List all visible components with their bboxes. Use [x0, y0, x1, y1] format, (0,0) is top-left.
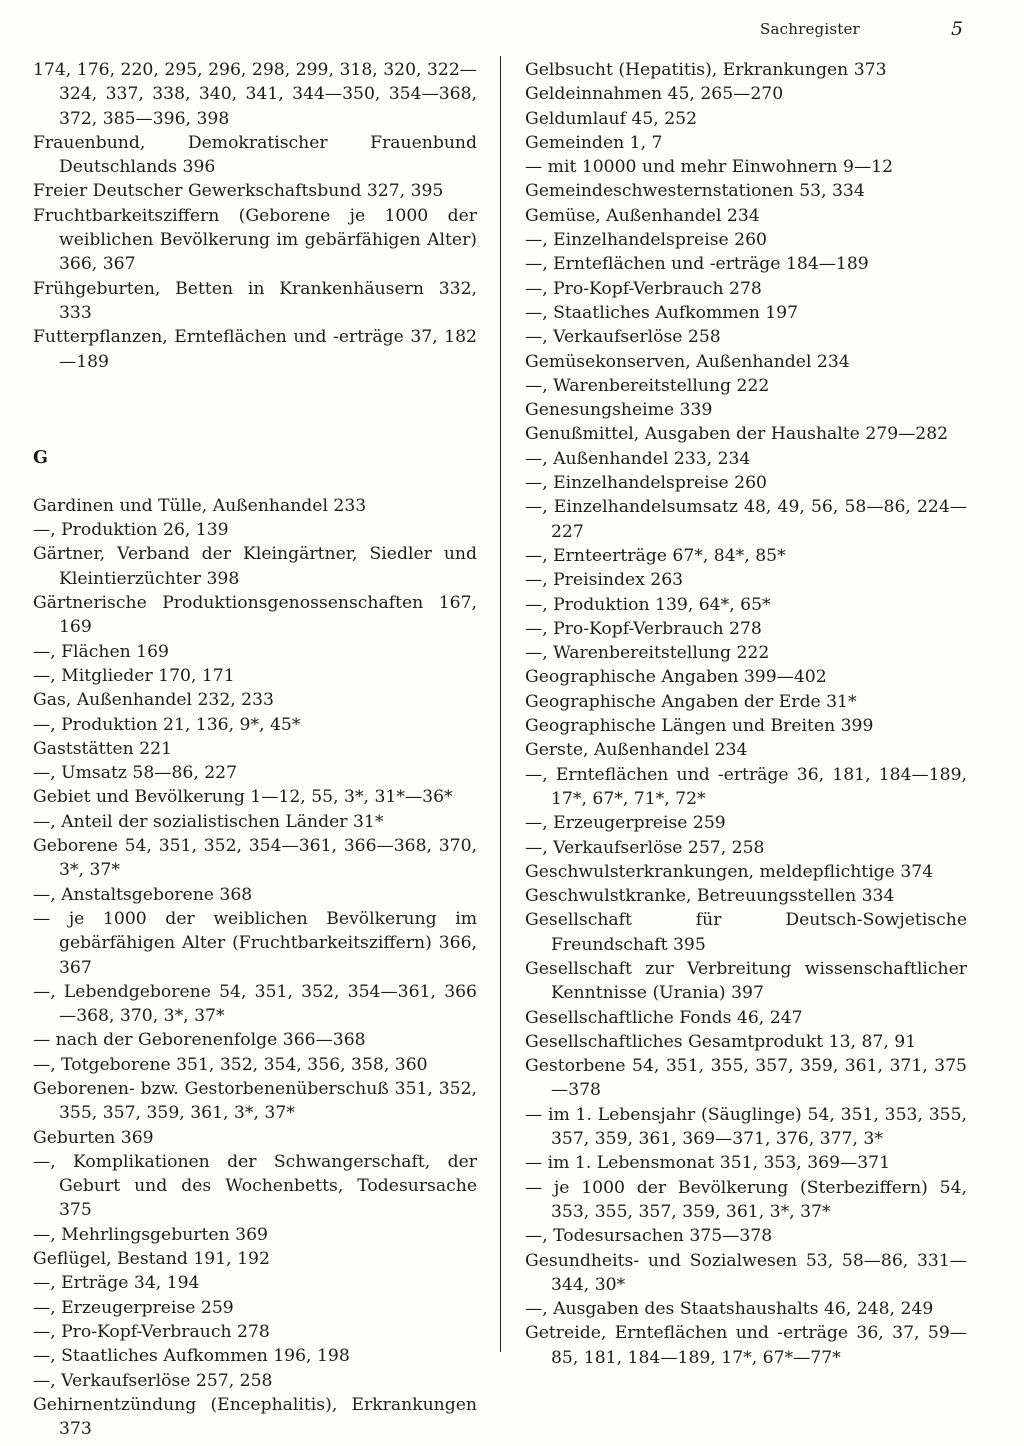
index-entry: —, Verkaufserlöse 257, 258	[33, 1370, 273, 1391]
index-entry: Geschwulstkranke, Betreuungsstellen 334	[525, 886, 895, 907]
index-entry: Gelbsucht (Hepatitis), Erkrankungen 373	[525, 60, 887, 80]
index-entry: Gemeinden 1, 7	[525, 132, 663, 153]
left-column	[33, 58, 477, 1441]
index-entry: Gardinen und Tülle, Außenhandel 233	[33, 495, 367, 516]
index-entry: — mit 10000 und mehr Einwohnern 9—12	[525, 157, 894, 178]
index-entry: —, Ernteflächen und -erträge 36, 181, 184—189, 17*, 67*, 71*, 72*	[525, 764, 967, 809]
index-entry: Geborene 54, 351, 352, 354—361, 366—368, 370, 3*, 37*	[33, 836, 477, 881]
index-entry: Genußmittel, Ausgaben der Haushalte 279—282	[525, 424, 949, 445]
right-column	[525, 58, 967, 1370]
index-entry: Gestorbene 54, 351, 355, 357, 359, 361, 371, 375—378	[525, 1056, 967, 1101]
index-entry: —, Staatliches Aufkommen 196, 198	[33, 1346, 350, 1367]
index-entry: Geborenen- bzw. Gestorbenenüberschuß 351, 352, 355, 357, 359, 361, 3*, 37*	[33, 1078, 477, 1124]
index-entry: Gesellschaft zur Verbreitung wissenschaftlicher Kenntnisse (Urania) 397	[525, 958, 967, 1004]
index-entry: Geflügel, Bestand 191, 192	[33, 1249, 270, 1270]
index-entry: —, Produktion 139, 64*, 65*	[525, 594, 771, 615]
index-entry: Gesellschaftliches Gesamtprodukt 13, 87, 91	[525, 1031, 917, 1052]
index-entry: —, Pro-Kopf-Verbrauch 278	[525, 278, 762, 299]
index-entry: —, Erzeugerpreise 259	[525, 813, 726, 834]
index-entry: —, Ausgaben des Staatshaushalts 46, 248, 249	[525, 1299, 934, 1320]
index-entry: Gesundheits- und Sozialwesen 53, 58—86, 331—344, 30*	[525, 1250, 967, 1295]
index-entry: Futterpflanzen, Ernteflächen und -erträge 37, 182—189	[33, 327, 477, 372]
index-entry: Geographische Angaben der Erde 31*	[525, 691, 857, 712]
index-entry: Geschwulsterkrankungen, meldepflichtige 374	[525, 861, 934, 882]
index-entry: Geldumlauf 45, 252	[525, 108, 698, 129]
index-entry: —, Staatliches Aufkommen 197	[525, 302, 799, 323]
spacer	[33, 470, 477, 494]
section-letter: G	[33, 447, 48, 468]
index-entry: Gaststätten 221	[33, 738, 173, 759]
index-entry: —, Einzelhandelspreise 260	[525, 230, 767, 251]
index-entry: —, Flächen 169	[33, 641, 169, 662]
index-entry: —, Pro-Kopf-Verbrauch 278	[525, 618, 762, 639]
index-entries-before	[33, 58, 477, 374]
index-entry: —, Mehrlingsgeburten 369	[33, 1224, 268, 1245]
index-entries-after	[33, 494, 477, 1442]
index-entry: —, Produktion 26, 139	[33, 520, 229, 541]
index-entry: —, Ernteerträge 67*, 84*, 85*	[525, 545, 786, 566]
index-entry: 174, 176, 220, 295, 296, 298, 299, 318, 320, 322—324, 337, 338, 340, 341, 344—350, 354—368, 372, 385—396, 398	[33, 60, 477, 129]
index-entry: Geldeinnahmen 45, 265—270	[525, 84, 784, 105]
index-entry: —, Anstaltsgeborene 368	[33, 884, 253, 905]
index-entry: — im 1. Lebensjahr (Säuglinge) 54, 351, 353, 355, 357, 359, 361, 369—371, 376, 377, 3*	[525, 1104, 967, 1150]
index-entry: Frühgeburten, Betten in Krankenhäusern 332, 333	[33, 278, 477, 323]
index-entry: Geburten 369	[33, 1127, 154, 1148]
index-entry: —, Verkaufserlöse 257, 258	[525, 837, 765, 858]
page-number: 5	[951, 18, 964, 40]
index-entry: —, Umsatz 58—86, 227	[33, 763, 238, 784]
index-entry: Gerste, Außenhandel 234	[525, 740, 748, 761]
index-entry: —, Produktion 21, 136, 9*, 45*	[33, 714, 301, 735]
index-entry: —, Komplikationen der Schwangerschaft, der Geburt und des Wochenbetts, Todesursache 375	[33, 1151, 477, 1221]
index-entry: —, Warenbereitstellung 222	[525, 643, 770, 664]
index-entry: Gebiet und Bevölkerung 1—12, 55, 3*, 31*—36*	[33, 787, 453, 808]
index-entry: — nach der Geborenenfolge 366—368	[33, 1030, 366, 1051]
index-entry: Genesungsheime 339	[525, 400, 713, 421]
column-divider	[500, 56, 501, 1352]
index-entry: —, Warenbereitstellung 222	[525, 375, 770, 396]
index-entry: —, Totgeborene 351, 352, 354, 356, 358, 360	[33, 1054, 428, 1075]
index-entry: —, Erträge 34, 194	[33, 1273, 200, 1294]
index-entry: —, Verkaufserlöse 258	[525, 327, 721, 348]
index-entry: — je 1000 der weiblichen Bevölkerung im gebärfähigen Alter (Fruchtbarkeitsziffern) 366, 367	[33, 908, 477, 978]
index-entry: — je 1000 der Bevölkerung (Sterbeziffern) 54, 353, 355, 357, 359, 361, 3*, 37*	[525, 1177, 967, 1222]
index-entry: —, Erzeugerpreise 259	[33, 1297, 234, 1318]
index-entry: —, Pro-Kopf-Verbrauch 278	[33, 1321, 270, 1342]
index-entry: — im 1. Lebensmonat 351, 353, 369—371	[525, 1153, 891, 1174]
index-entry: Gemüse, Außenhandel 234	[525, 205, 760, 226]
index-entry: —, Ernteflächen und -erträge 184—189	[525, 254, 869, 275]
index-entry: —, Anteil der sozialistischen Länder 31*	[33, 811, 384, 832]
index-entry: Gesellschaftliche Fonds 46, 247	[525, 1007, 803, 1028]
index-entry: Gärtnerische Produktionsgenossenschaften 167, 169	[33, 593, 477, 638]
index-entry: Gesellschaft für Deutsch-Sowjetische Freundschaft 395	[525, 910, 967, 955]
index-entry: Gärtner, Verband der Kleingärtner, Siedler und Kleintierzüchter 398	[33, 544, 477, 589]
index-entry: Gehirnentzündung (Encephalitis), Erkrankungen 373	[33, 1394, 477, 1440]
index-entry: —, Einzelhandelspreise 260	[525, 473, 767, 494]
index-entry: —, Todesursachen 375—378	[525, 1226, 773, 1247]
index-entry: —, Mitglieder 170, 171	[33, 665, 235, 686]
running-header: Sachregister	[760, 20, 860, 38]
index-entry: Freier Deutscher Gewerkschaftsbund 327, 395	[33, 181, 444, 202]
index-entry: —, Einzelhandelsumsatz 48, 49, 56, 58—86, 224—227	[525, 497, 967, 542]
index-entry: —, Lebendgeborene 54, 351, 352, 354—361, 366—368, 370, 3*, 37*	[33, 981, 477, 1027]
index-entry: Geographische Längen und Breiten 399	[525, 716, 874, 737]
index-entry: —, Außenhandel 233, 234	[525, 448, 751, 469]
index-entry: Gemeindeschwesternstationen 53, 334	[525, 181, 865, 202]
index-entry: Gas, Außenhandel 232, 233	[33, 690, 274, 711]
index-entries	[525, 58, 967, 1370]
index-entry: Getreide, Ernteflächen und -erträge 36, 37, 59—85, 181, 184—189, 17*, 67*—77*	[525, 1323, 967, 1368]
spacer	[33, 374, 477, 446]
index-entry: Geographische Angaben 399—402	[525, 667, 827, 688]
index-entry: Fruchtbarkeitsziffern (Geborene je 1000 der weiblichen Bevölkerung im gebärfähigen Alter) 366, 367	[33, 205, 477, 275]
index-entry: Frauenbund, Demokratischer Frauenbund Deutschlands 396	[33, 132, 477, 178]
index-entry: Gemüsekonserven, Außenhandel 234	[525, 351, 850, 372]
index-entry: —, Preisindex 263	[525, 570, 684, 591]
